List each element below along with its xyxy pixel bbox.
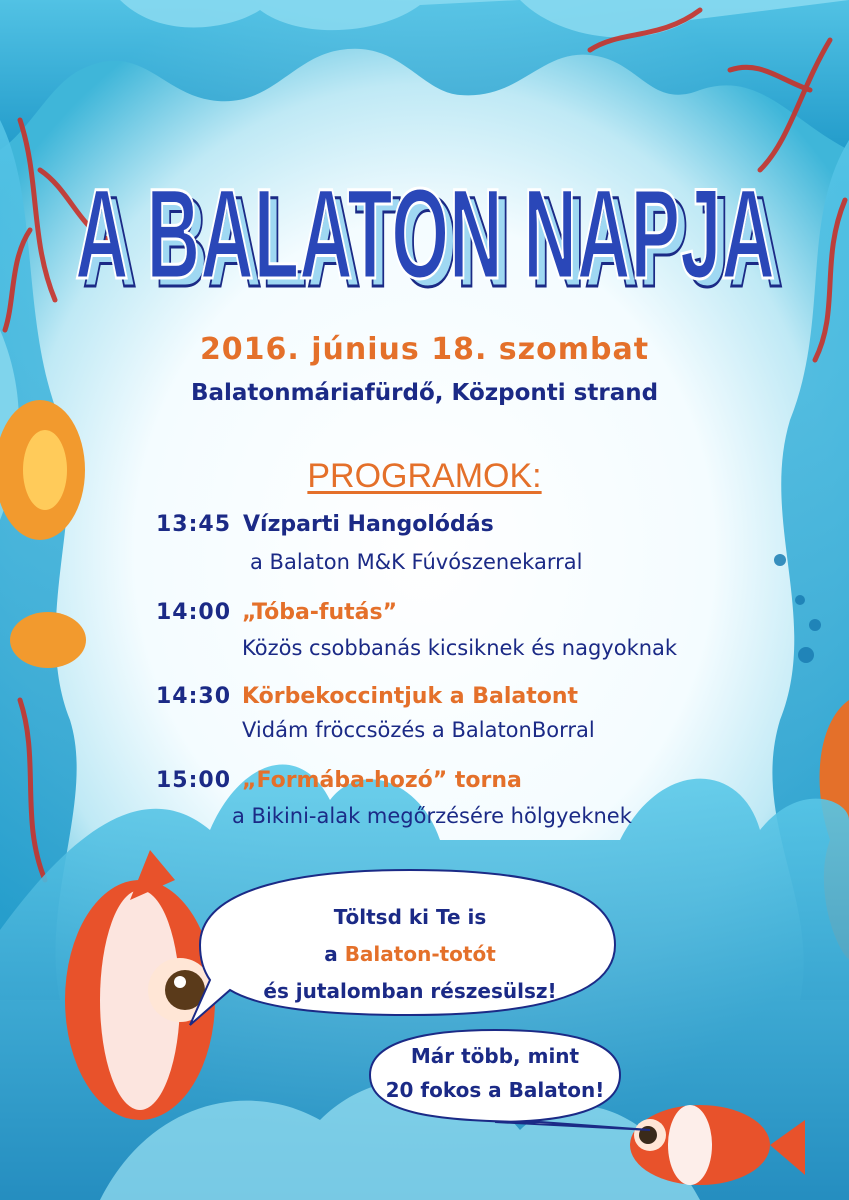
bubble1-line2 [230,942,590,966]
bubble1-line3: és jutalomban részesülsz! [263,979,557,1003]
svg-text:A BALATON NAPJA: A BALATON NAPJA [83,171,783,314]
event-subtitle: Közös csobbanás kicsiknek és nagyoknak [242,636,678,660]
svg-text:A BALATON NAPJA: A BALATON NAPJA [75,163,775,306]
event-title: „Formába-hozó” torna [242,768,522,793]
bubble2-line2: 20 fokos a Balaton! [385,1078,605,1102]
event-title: „Tóba-futás” [242,600,398,625]
event-title: Vízparti Hangolódás [243,512,494,537]
event-subtitle: a Bikini-alak megőrzésére hölgyeknek [232,804,632,828]
event-subtitle: a Balaton M&K Fúvószenekarral [250,550,583,574]
bubble2-line1: Már több, mint [410,1044,580,1068]
event-time: 14:30 [156,684,232,709]
event-title: Körbekoccintjuk a Balatont [242,684,579,709]
bubble1-line1: Töltsd ki Te is [333,905,487,929]
poster-title [50,138,810,328]
event-time: 13:45 [156,512,232,537]
balaton-toto-highlight: Balaton-totót [344,942,496,966]
programs-heading: PROGRAMOK: [307,457,542,495]
event-time: 14:00 [156,600,232,625]
event-subtitle: Vidám fröccsözés a BalatonBorral [242,718,595,742]
event-location: Balatonmáriafürdő, Központi strand [190,380,659,406]
event-time: 15:00 [156,768,232,793]
event-date: 2016. június 18. szombat [199,332,650,367]
bubble1-prefix: a [324,942,345,966]
